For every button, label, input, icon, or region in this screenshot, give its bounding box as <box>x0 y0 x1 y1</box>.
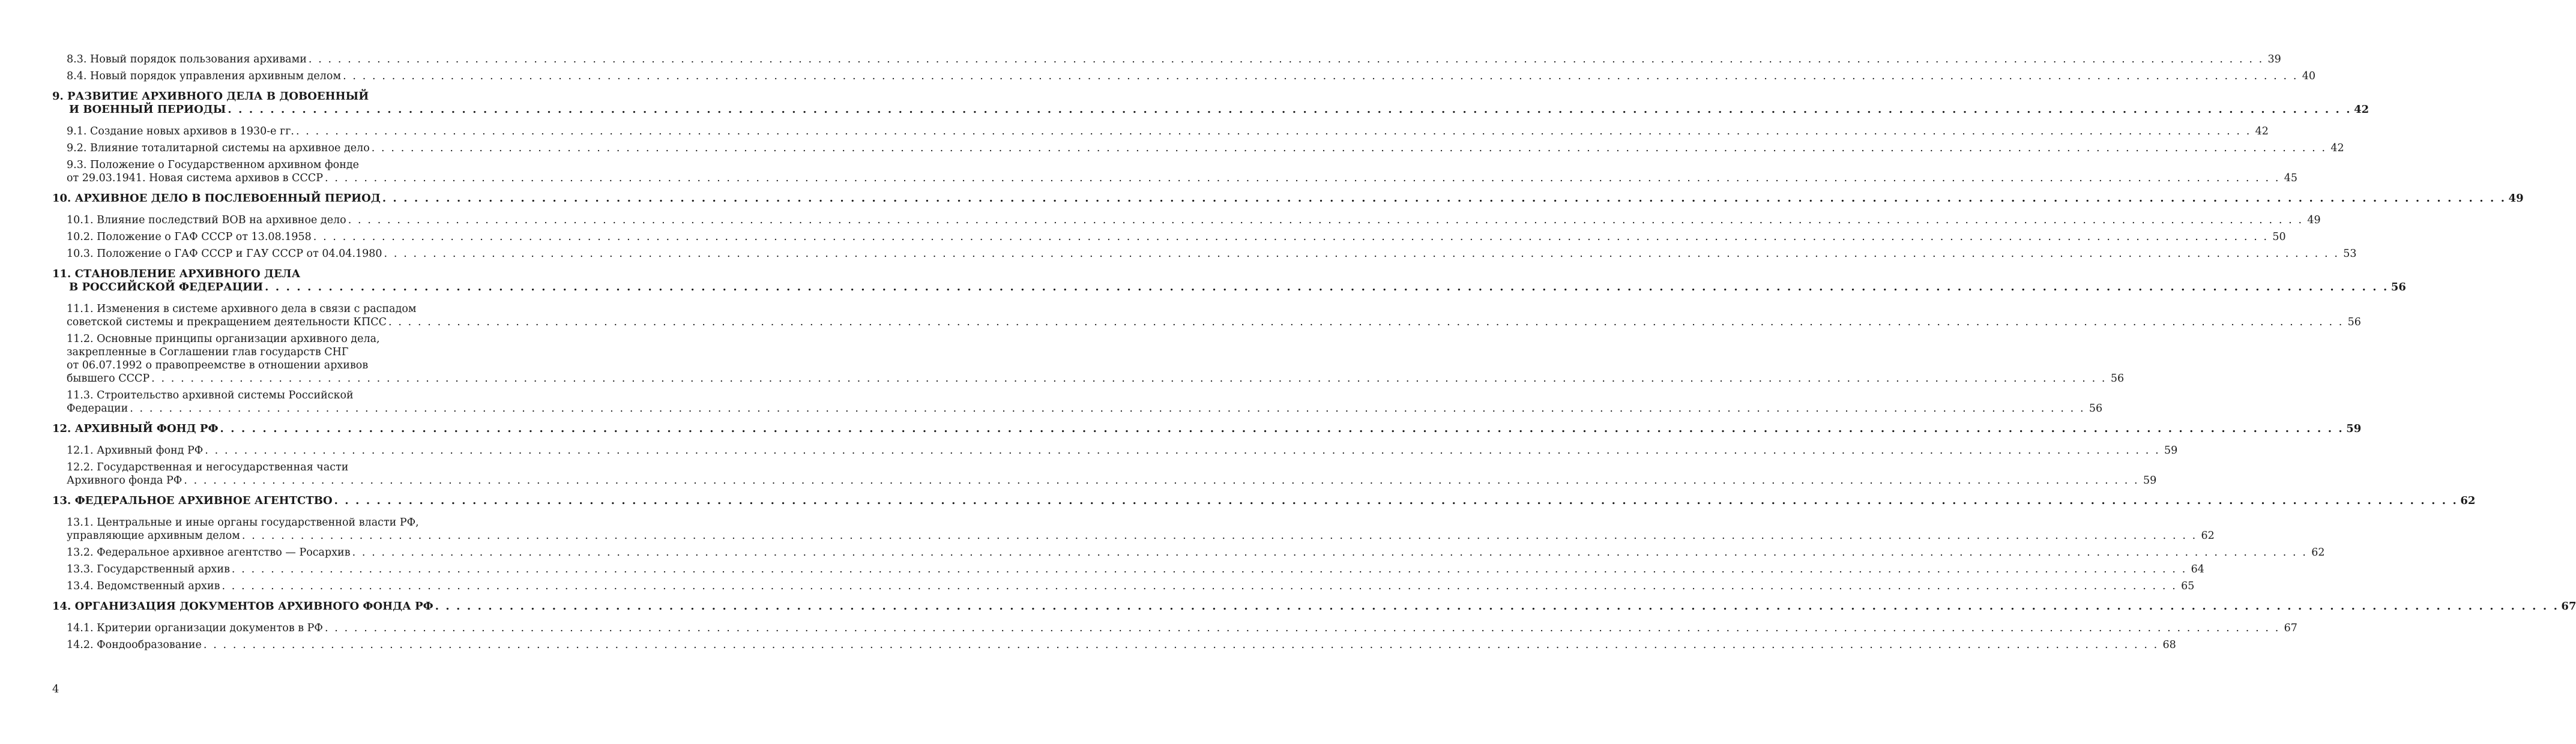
toc-entry <box>52 622 2297 635</box>
dot-leader: . . . . . . . . . . . . . . . . . . . . . . . . . . . . . . . . . . . . . . . . . . . . . . . . . . . . . . . . . . . . . . . . . . . . . . . . . . . . . . . . . . . . . . . . . . . . . . . . . . . . . . . . . . . . . . . . . . . . . . . . . . . . . . . . . . . . . . . . . . . . . . . . . . . . . . . . . . . . . . . . . . . . . . . . . . . . . . . . . . . . . . . . . . . . . . . . . . . . . . . . <box>241 530 2197 542</box>
toc-entry <box>52 444 2178 457</box>
dot-leader: . . . . . . . . . . . . . . . . . . . . . . . . . . . . . . . . . . . . . . . . . . . . . . . . . . . . . . . . . . . . . . . . . . . . . . . . . . . . . . . . . . . . . . . . . . . . . . . . . . . . . . . . . . . . . . . . . . . . . . . . . . . . . . . . . . . . . . . . . . . . . . . . . . . . . . . . . . . . . . . . . . . . . . . . . . . . . . . . . . . . . . . . . . . . . . . . . . . . . . . . <box>382 192 2506 205</box>
toc-page-number: 45 <box>2284 172 2297 184</box>
toc-page-number: 39 <box>2267 53 2281 65</box>
toc-entry-title-line: Федерации <box>67 403 128 415</box>
toc-chapter <box>52 600 2576 613</box>
toc-entry <box>52 53 2281 66</box>
dot-leader: . . . . . . . . . . . . . . . . . . . . . . . . . . . . . . . . . . . . . . . . . . . . . . . . . . . . . . . . . . . . . . . . . . . . . . . . . . . . . . . . . . . . . . . . . . . . . . . . . . . . . . . . . . . . . . . . . . . . . . . . . . . . . . . . . . . . . . . . . . . . . . . . . . . . . . . . . . . . . . . . . . . . . . . . . . . . . . . . . . . . . . . . . . . . . . . . . . . . . . . . <box>220 422 2344 435</box>
dot-leader: . . . . . . . . . . . . . . . . . . . . . . . . . . . . . . . . . . . . . . . . . . . . . . . . . . . . . . . . . . . . . . . . . . . . . . . . . . . . . . . . . . . . . . . . . . . . . . . . . . . . . . . . . . . . . . . . . . . . . . . . . . . . . . . . . . . . . . . . . . . . . . . . . . . . . . . . . . . . . . . . . . . . . . . . . . . . . . . . . . . . . . . . . . . . . . . . . . . . . . . . <box>228 103 2352 116</box>
toc-page-number: 59 <box>2143 475 2157 487</box>
toc-entry-title-line: закрепленные в Соглашении глав государств СНГ <box>67 346 349 358</box>
toc-entry <box>52 580 2195 593</box>
dot-leader: . . . . . . . . . . . . . . . . . . . . . . . . . . . . . . . . . . . . . . . . . . . . . . . . . . . . . . . . . . . . . . . . . . . . . . . . . . . . . . . . . . . . . . . . . . . . . . . . . . . . . . . . . . . . . . . . . . . . . . . . . . . . . . . . . . . . . . . . . . . . . . . . . . . . . . . . . . . . . . . . . . . . . . . . . . . . . . . . . . . . . . . . . . . . . . . . . . . . . . . . <box>348 214 2303 226</box>
toc-page-number: 65 <box>2181 580 2195 592</box>
toc-entry-title-line: 11.3. Строительство архивной системы Российской <box>67 389 354 401</box>
toc-entry-title-line: 9.3. Положение о Государственном архивном фонде <box>67 159 359 171</box>
toc-page-number: 49 <box>2508 192 2524 205</box>
page-number: 4 <box>52 683 59 695</box>
toc-entry-title-line: 10.3. Положение о ГАФ СССР и ГАУ СССР от 04.04.1980 <box>67 248 382 260</box>
toc-chapter <box>52 192 2524 205</box>
toc-entry <box>52 142 2344 155</box>
dot-leader: . . . . . . . . . . . . . . . . . . . . . . . . . . . . . . . . . . . . . . . . . . . . . . . . . . . . . . . . . . . . . . . . . . . . . . . . . . . . . . . . . . . . . . . . . . . . . . . . . . . . . . . . . . . . . . . . . . . . . . . . . . . . . . . . . . . . . . . . . . . . . . . . . . . . . . . . . . . . . . . . . . . . . . . . . . . . . . . . . . . . . . . . . . . . . . . . . . . . . . . . <box>388 316 2344 328</box>
toc-page-number: 53 <box>2343 248 2357 260</box>
dot-leader: . . . . . . . . . . . . . . . . . . . . . . . . . . . . . . . . . . . . . . . . . . . . . . . . . . . . . . . . . . . . . . . . . . . . . . . . . . . . . . . . . . . . . . . . . . . . . . . . . . . . . . . . . . . . . . . . . . . . . . . . . . . . . . . . . . . . . . . . . . . . . . . . . . . . . . . . . . . . . . . . . . . . . . . . . . . . . . . . . . . . . . . . . . . . . . . . . . . . . . . . <box>151 373 2107 385</box>
toc-chapter <box>52 494 2476 508</box>
dot-leader: . . . . . . . . . . . . . . . . . . . . . . . . . . . . . . . . . . . . . . . . . . . . . . . . . . . . . . . . . . . . . . . . . . . . . . . . . . . . . . . . . . . . . . . . . . . . . . . . . . . . . . . . . . . . . . . . . . . . . . . . . . . . . . . . . . . . . . . . . . . . . . . . . . . . . . . . . . . . . . . . . . . . . . . . . . . . . . . . . . . . . . . . . . . . . . . . . . . . . . . . <box>130 403 2086 415</box>
toc-entry-title-line: 13.2. Федеральное архивное агентство — Росархив <box>67 547 351 559</box>
toc-page-number: 68 <box>2162 639 2176 651</box>
toc-page-number: 42 <box>2330 142 2344 154</box>
toc-page-number: 62 <box>2311 547 2325 559</box>
dot-leader: . . . . . . . . . . . . . . . . . . . . . . . . . . . . . . . . . . . . . . . . . . . . . . . . . . . . . . . . . . . . . . . . . . . . . . . . . . . . . . . . . . . . . . . . . . . . . . . . . . . . . . . . . . . . . . . . . . . . . . . . . . . . . . . . . . . . . . . . . . . . . . . . . . . . . . . . . . . . . . . . . . . . . . . . . . . . . . . . . . . . . . . . . . . . . . . . . . . . . . . . <box>231 563 2187 575</box>
toc-page-number: 62 <box>2460 494 2476 507</box>
toc-page-number: 67 <box>2284 622 2297 634</box>
toc-entry <box>52 158 2297 185</box>
dot-leader: . . . . . . . . . . . . . . . . . . . . . . . . . . . . . . . . . . . . . . . . . . . . . . . . . . . . . . . . . . . . . . . . . . . . . . . . . . . . . . . . . . . . . . . . . . . . . . . . . . . . . . . . . . . . . . . . . . . . . . . . . . . . . . . . . . . . . . . . . . . . . . . . . . . . . . . . . . . . . . . . . . . . . . . . . . . . . . . . . . . . . . . . . . . . . . . . . . . . . . . . <box>203 639 2159 651</box>
dot-leader: . . . . . . . . . . . . . . . . . . . . . . . . . . . . . . . . . . . . . . . . . . . . . . . . . . . . . . . . . . . . . . . . . . . . . . . . . . . . . . . . . . . . . . . . . . . . . . . . . . . . . . . . . . . . . . . . . . . . . . . . . . . . . . . . . . . . . . . . . . . . . . . . . . . . . . . . . . . . . . . . . . . . . . . . . . . . . . . . . . . . . . . . . . . . . . . . . . . . . . . . <box>205 445 2161 457</box>
toc-entry-title-line: управляющие архивным делом <box>67 530 240 542</box>
toc-page-number: 40 <box>2302 70 2315 82</box>
toc-entry-title-line: 9.1. Создание новых архивов в 1930-е гг. <box>67 125 294 137</box>
toc-entry-title-line: бывшего СССР <box>67 373 150 385</box>
toc-entry-title-line: 9. РАЗВИТИЕ АРХИВНОГО ДЕЛА В ДОВОЕННЫЙ <box>52 90 369 103</box>
toc-entry-title-line: Архивного фонда РФ <box>67 475 182 487</box>
toc-entry-title-line: 11.1. Изменения в системе архивного дела в связи с распадом <box>67 303 417 315</box>
toc-page-number: 56 <box>2390 281 2406 293</box>
dot-leader: . . . . . . . . . . . . . . . . . . . . . . . . . . . . . . . . . . . . . . . . . . . . . . . . . . . . . . . . . . . . . . . . . . . . . . . . . . . . . . . . . . . . . . . . . . . . . . . . . . . . . . . . . . . . . . . . . . . . . . . . . . . . . . . . . . . . . . . . . . . . . . . . . . . . . . . . . . . . . . . . . . . . . . . . . . . . . . . . . . . . . . . . . . . . . . . . . . . . . . . . <box>222 580 2177 592</box>
toc-entry-title-line: от 06.07.1992 о правопреемстве в отношении архивов <box>67 359 369 371</box>
toc-page-number: 62 <box>2201 530 2215 542</box>
toc-page-number: 64 <box>2191 563 2204 575</box>
toc-page-number: 56 <box>2347 316 2361 328</box>
toc-entry-title-line: 14. ОРГАНИЗАЦИЯ ДОКУМЕНТОВ АРХИВНОГО ФОНДА РФ <box>52 600 433 613</box>
dot-leader: . . . . . . . . . . . . . . . . . . . . . . . . . . . . . . . . . . . . . . . . . . . . . . . . . . . . . . . . . . . . . . . . . . . . . . . . . . . . . . . . . . . . . . . . . . . . . . . . . . . . . . . . . . . . . . . . . . . . . . . . . . . . . . . . . . . . . . . . . . . . . . . . . . . . . . . . . . . . . . . . . . . . . . . . . . . . . . . . . . . . . . . . . . . . . . . . . . . . . . . . <box>343 70 2298 82</box>
toc-entry <box>52 389 2103 415</box>
dot-leader: . . . . . . . . . . . . . . . . . . . . . . . . . . . . . . . . . . . . . . . . . . . . . . . . . . . . . . . . . . . . . . . . . . . . . . . . . . . . . . . . . . . . . . . . . . . . . . . . . . . . . . . . . . . . . . . . . . . . . . . . . . . . . . . . . . . . . . . . . . . . . . . . . . . . . . . . . . . . . . . . . . . . . . . . . . . . . . . . . . . . . . . . . . . . . . . . . . . . . . . . <box>352 547 2308 559</box>
dot-leader: . . . . . . . . . . . . . . . . . . . . . . . . . . . . . . . . . . . . . . . . . . . . . . . . . . . . . . . . . . . . . . . . . . . . . . . . . . . . . . . . . . . . . . . . . . . . . . . . . . . . . . . . . . . . . . . . . . . . . . . . . . . . . . . . . . . . . . . . . . . . . . . . . . . . . . . . . . . . . . . . . . . . . . . . . . . . . . . . . . . . . . . . . . . . . . . . . . . . . . . . <box>334 494 2458 507</box>
toc-entry-title-line: 11.2. Основные принципы организации архивного дела, <box>67 333 380 345</box>
toc-entry-title-line: 10. АРХИВНОЕ ДЕЛО В ПОСЛЕВОЕННЫЙ ПЕРИОД <box>52 192 381 205</box>
toc-page-number: 67 <box>2561 600 2576 613</box>
toc-page-number: 49 <box>2307 214 2321 226</box>
toc-page-number: 50 <box>2272 231 2286 243</box>
toc-entry-title-line: И ВОЕННЫЙ ПЕРИОДЫ <box>69 103 226 116</box>
dot-leader: . . . . . . . . . . . . . . . . . . . . . . . . . . . . . . . . . . . . . . . . . . . . . . . . . . . . . . . . . . . . . . . . . . . . . . . . . . . . . . . . . . . . . . . . . . . . . . . . . . . . . . . . . . . . . . . . . . . . . . . . . . . . . . . . . . . . . . . . . . . . . . . . . . . . . . . . . . . . . . . . . . . . . . . . . . . . . . . . . . . . . . . . . . . . . . . . . . . . . . . . <box>295 125 2251 137</box>
toc-entry-title-line: от 29.03.1941. Новая система архивов в СССР <box>67 172 324 184</box>
dot-leader: . . . . . . . . . . . . . . . . . . . . . . . . . . . . . . . . . . . . . . . . . . . . . . . . . . . . . . . . . . . . . . . . . . . . . . . . . . . . . . . . . . . . . . . . . . . . . . . . . . . . . . . . . . . . . . . . . . . . . . . . . . . . . . . . . . . . . . . . . . . . . . . . . . . . . . . . . . . . . . . . . . . . . . . . . . . . . . . . . . . . . . . . . . . . . . . . . . . . . . . . <box>324 622 2280 634</box>
toc-entry <box>52 332 2125 385</box>
toc-entry-title-line: 10.2. Положение о ГАФ СССР от 13.08.1958 <box>67 231 312 243</box>
toc-entry-title-line: 12.1. Архивный фонд РФ <box>67 445 204 457</box>
toc-page-number: 42 <box>2354 103 2369 116</box>
toc-page-number: 59 <box>2346 422 2362 435</box>
toc-entry <box>52 230 2286 244</box>
toc-page-number: 42 <box>2255 125 2269 137</box>
toc-entry-title-line: 13. ФЕДЕРАЛЬНОЕ АРХИВНОЕ АГЕНТСТВО <box>52 494 333 507</box>
toc-entry <box>52 516 2215 542</box>
toc-entry-title-line: 13.4. Ведомственный архив <box>67 580 220 592</box>
toc-entry-title-line: В РОССИЙСКОЙ ФЕДЕРАЦИИ <box>69 281 264 293</box>
dot-leader: . . . . . . . . . . . . . . . . . . . . . . . . . . . . . . . . . . . . . . . . . . . . . . . . . . . . . . . . . . . . . . . . . . . . . . . . . . . . . . . . . . . . . . . . . . . . . . . . . . . . . . . . . . . . . . . . . . . . . . . . . . . . . . . . . . . . . . . . . . . . . . . . . . . . . . . . . . . . . . . . . . . . . . . . . . . . . . . . . . . . . . . . . . . . . . . . . . . . . . . . <box>313 231 2269 243</box>
toc-chapter <box>52 422 2362 436</box>
toc-entry-title-line: 9.2. Влияние тоталитарной системы на архивное дело <box>67 142 370 154</box>
dot-leader: . . . . . . . . . . . . . . . . . . . . . . . . . . . . . . . . . . . . . . . . . . . . . . . . . . . . . . . . . . . . . . . . . . . . . . . . . . . . . . . . . . . . . . . . . . . . . . . . . . . . . . . . . . . . . . . . . . . . . . . . . . . . . . . . . . . . . . . . . . . . . . . . . . . . . . . . . . . . . . . . . . . . . . . . . . . . . . . . . . . . . . . . . . . . . . . . . . . . . . . . <box>265 281 2389 293</box>
toc-entry-title-line: 12.2. Государственная и негосударственная части <box>67 461 349 473</box>
toc-entry-title-line: 14.1. Критерии организации документов в РФ <box>67 622 323 634</box>
toc-chapter <box>52 268 2406 294</box>
toc-entry-title-line: советской системы и прекращением деятельности КПСС <box>67 316 387 328</box>
toc-entry <box>52 546 2325 559</box>
toc-entry <box>52 563 2204 576</box>
dot-leader: . . . . . . . . . . . . . . . . . . . . . . . . . . . . . . . . . . . . . . . . . . . . . . . . . . . . . . . . . . . . . . . . . . . . . . . . . . . . . . . . . . . . . . . . . . . . . . . . . . . . . . . . . . . . . . . . . . . . . . . . . . . . . . . . . . . . . . . . . . . . . . . . . . . . . . . . . . . . . . . . . . . . . . . . . . . . . . . . . . . . . . . . . . . . . . . . . . . . . . . . <box>435 600 2559 613</box>
dot-leader: . . . . . . . . . . . . . . . . . . . . . . . . . . . . . . . . . . . . . . . . . . . . . . . . . . . . . . . . . . . . . . . . . . . . . . . . . . . . . . . . . . . . . . . . . . . . . . . . . . . . . . . . . . . . . . . . . . . . . . . . . . . . . . . . . . . . . . . . . . . . . . . . . . . . . . . . . . . . . . . . . . . . . . . . . . . . . . . . . . . . . . . . . . . . . . . . . . . . . . . . <box>184 475 2140 487</box>
dot-leader: . . . . . . . . . . . . . . . . . . . . . . . . . . . . . . . . . . . . . . . . . . . . . . . . . . . . . . . . . . . . . . . . . . . . . . . . . . . . . . . . . . . . . . . . . . . . . . . . . . . . . . . . . . . . . . . . . . . . . . . . . . . . . . . . . . . . . . . . . . . . . . . . . . . . . . . . . . . . . . . . . . . . . . . . . . . . . . . . . . . . . . . . . . . . . . . . . . . . . . . . <box>371 142 2327 154</box>
dot-leader: . . . . . . . . . . . . . . . . . . . . . . . . . . . . . . . . . . . . . . . . . . . . . . . . . . . . . . . . . . . . . . . . . . . . . . . . . . . . . . . . . . . . . . . . . . . . . . . . . . . . . . . . . . . . . . . . . . . . . . . . . . . . . . . . . . . . . . . . . . . . . . . . . . . . . . . . . . . . . . . . . . . . . . . . . . . . . . . . . . . . . . . . . . . . . . . . . . . . . . . . <box>384 248 2339 260</box>
toc-page-number: 56 <box>2089 403 2103 415</box>
toc-entry-title-line: 11. СТАНОВЛЕНИЕ АРХИВНОГО ДЕЛА <box>52 268 301 280</box>
toc-entry <box>52 125 2269 138</box>
toc-entry-title-line: 12. АРХИВНЫЙ ФОНД РФ <box>52 422 219 435</box>
toc-entry <box>52 214 2321 227</box>
toc-page-number: 59 <box>2164 445 2178 457</box>
toc-chapter <box>52 90 2369 116</box>
toc-entry <box>52 70 2315 83</box>
table-of-contents <box>52 53 2576 655</box>
toc-entry <box>52 638 2176 652</box>
toc-entry-title-line: 13.3. Государственный архив <box>67 563 230 575</box>
dot-leader: . . . . . . . . . . . . . . . . . . . . . . . . . . . . . . . . . . . . . . . . . . . . . . . . . . . . . . . . . . . . . . . . . . . . . . . . . . . . . . . . . . . . . . . . . . . . . . . . . . . . . . . . . . . . . . . . . . . . . . . . . . . . . . . . . . . . . . . . . . . . . . . . . . . . . . . . . . . . . . . . . . . . . . . . . . . . . . . . . . . . . . . . . . . . . . . . . . . . . . . . <box>325 172 2280 184</box>
toc-page-number: 56 <box>2110 373 2125 385</box>
toc-entry-title-line: 13.1. Центральные и иные органы государственной власти РФ, <box>67 517 419 529</box>
toc-entry <box>52 302 2361 329</box>
toc-entry-title-line: 8.4. Новый порядок управления архивным делом <box>67 70 342 82</box>
dot-leader: . . . . . . . . . . . . . . . . . . . . . . . . . . . . . . . . . . . . . . . . . . . . . . . . . . . . . . . . . . . . . . . . . . . . . . . . . . . . . . . . . . . . . . . . . . . . . . . . . . . . . . . . . . . . . . . . . . . . . . . . . . . . . . . . . . . . . . . . . . . . . . . . . . . . . . . . . . . . . . . . . . . . . . . . . . . . . . . . . . . . . . . . . . . . . . . . . . . . . . . . <box>308 53 2264 65</box>
toc-entry <box>52 247 2357 260</box>
toc-entry <box>52 461 2157 487</box>
toc-entry-title-line: 8.3. Новый порядок пользования архивами <box>67 53 307 65</box>
toc-entry-title-line: 14.2. Фондообразование <box>67 639 202 651</box>
toc-entry-title-line: 10.1. Влияние последствий ВОВ на архивное дело <box>67 214 346 226</box>
